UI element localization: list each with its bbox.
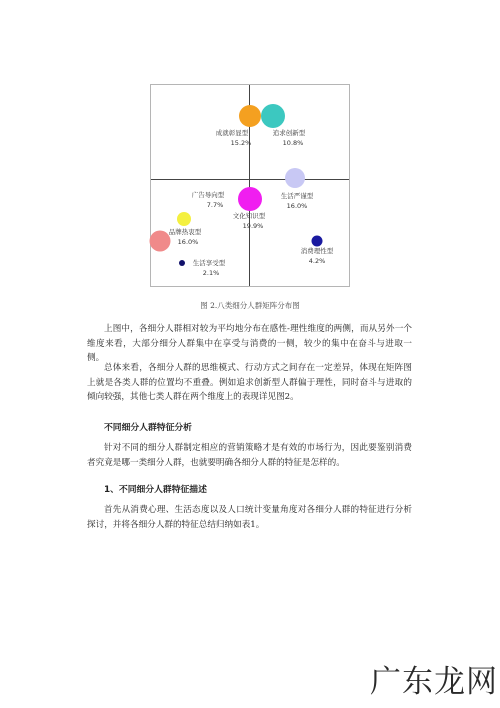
segment-label: 广告导向型 <box>191 191 225 199</box>
segment-dot-innovation <box>261 104 285 128</box>
paragraph: 总体来看，各细分人群的思维模式、行动方式之间存在一定差异，体现在矩阵图上就是各类人群的位置均不重叠。例如追求创新型人群偏于理性，同时奋斗与进取的倾向较强，其他七类人群在两个维度上的表现详见图2。 <box>87 363 412 402</box>
paragraph: 针对不同的细分人群制定相应的营销策略才是有效的市场行为，因此要鉴别消费者究竟是哪一类细分人群，也就要明确各细分人群的特征是怎样的。 <box>87 443 412 468</box>
segment-matrix-chart <box>150 84 350 287</box>
segment-label: 品牌热衷型 <box>168 228 202 236</box>
segment-dot-brand <box>150 231 171 252</box>
paragraph: 首先从消费心理、生活态度以及人口统计变量角度对各细分人群的特征进行分析探讨，并将各细分人群的特征总结归纳如表1。 <box>87 505 412 530</box>
segment-pct: 15.2% <box>230 139 252 147</box>
section-heading: 不同细分人群特征分析 <box>104 423 192 433</box>
segment-pct: 2.1% <box>202 269 220 277</box>
segment-pct: 4.2% <box>308 257 326 265</box>
segment-dot-culture <box>238 187 262 211</box>
segment-dot-enjoyment <box>179 260 185 266</box>
segment-label: 消费理性型 <box>300 247 334 255</box>
segment-dot-achievement <box>239 105 261 127</box>
segment-label: 生活严谨型 <box>280 192 314 200</box>
segment-dot-rigorous <box>285 168 305 188</box>
segment-pct: 19.9% <box>242 222 264 230</box>
segment-label: 生活享受型 <box>192 259 226 267</box>
subsection-heading: 1、不同细分人群特征描述 <box>104 485 207 495</box>
segment-pct: 10.8% <box>282 139 304 147</box>
watermark-logo: 广东龙网 <box>370 664 498 700</box>
segment-pct: 16.0% <box>177 238 199 246</box>
paragraph: 上图中，各细分人群相对较为平均地分布在感性-理性维度的两侧，而从另外一个维度来看，大部分细分人群集中在享受与消费的一侧，较少的集中在奋斗与进取一侧。 <box>87 324 412 363</box>
segment-dot-advertising <box>177 212 191 226</box>
segment-label: 追求创新型 <box>272 129 306 137</box>
segment-pct: 16.0% <box>286 202 308 210</box>
figure-caption: 图 2.八类细分人群矩阵分布图 <box>200 301 300 310</box>
segment-pct: 7.7% <box>206 201 224 209</box>
horizontal-axis <box>151 179 349 180</box>
segment-label: 文化知识型 <box>232 212 266 220</box>
segment-label: 成就彰显型 <box>215 129 249 137</box>
segment-dot-rational <box>312 236 323 247</box>
